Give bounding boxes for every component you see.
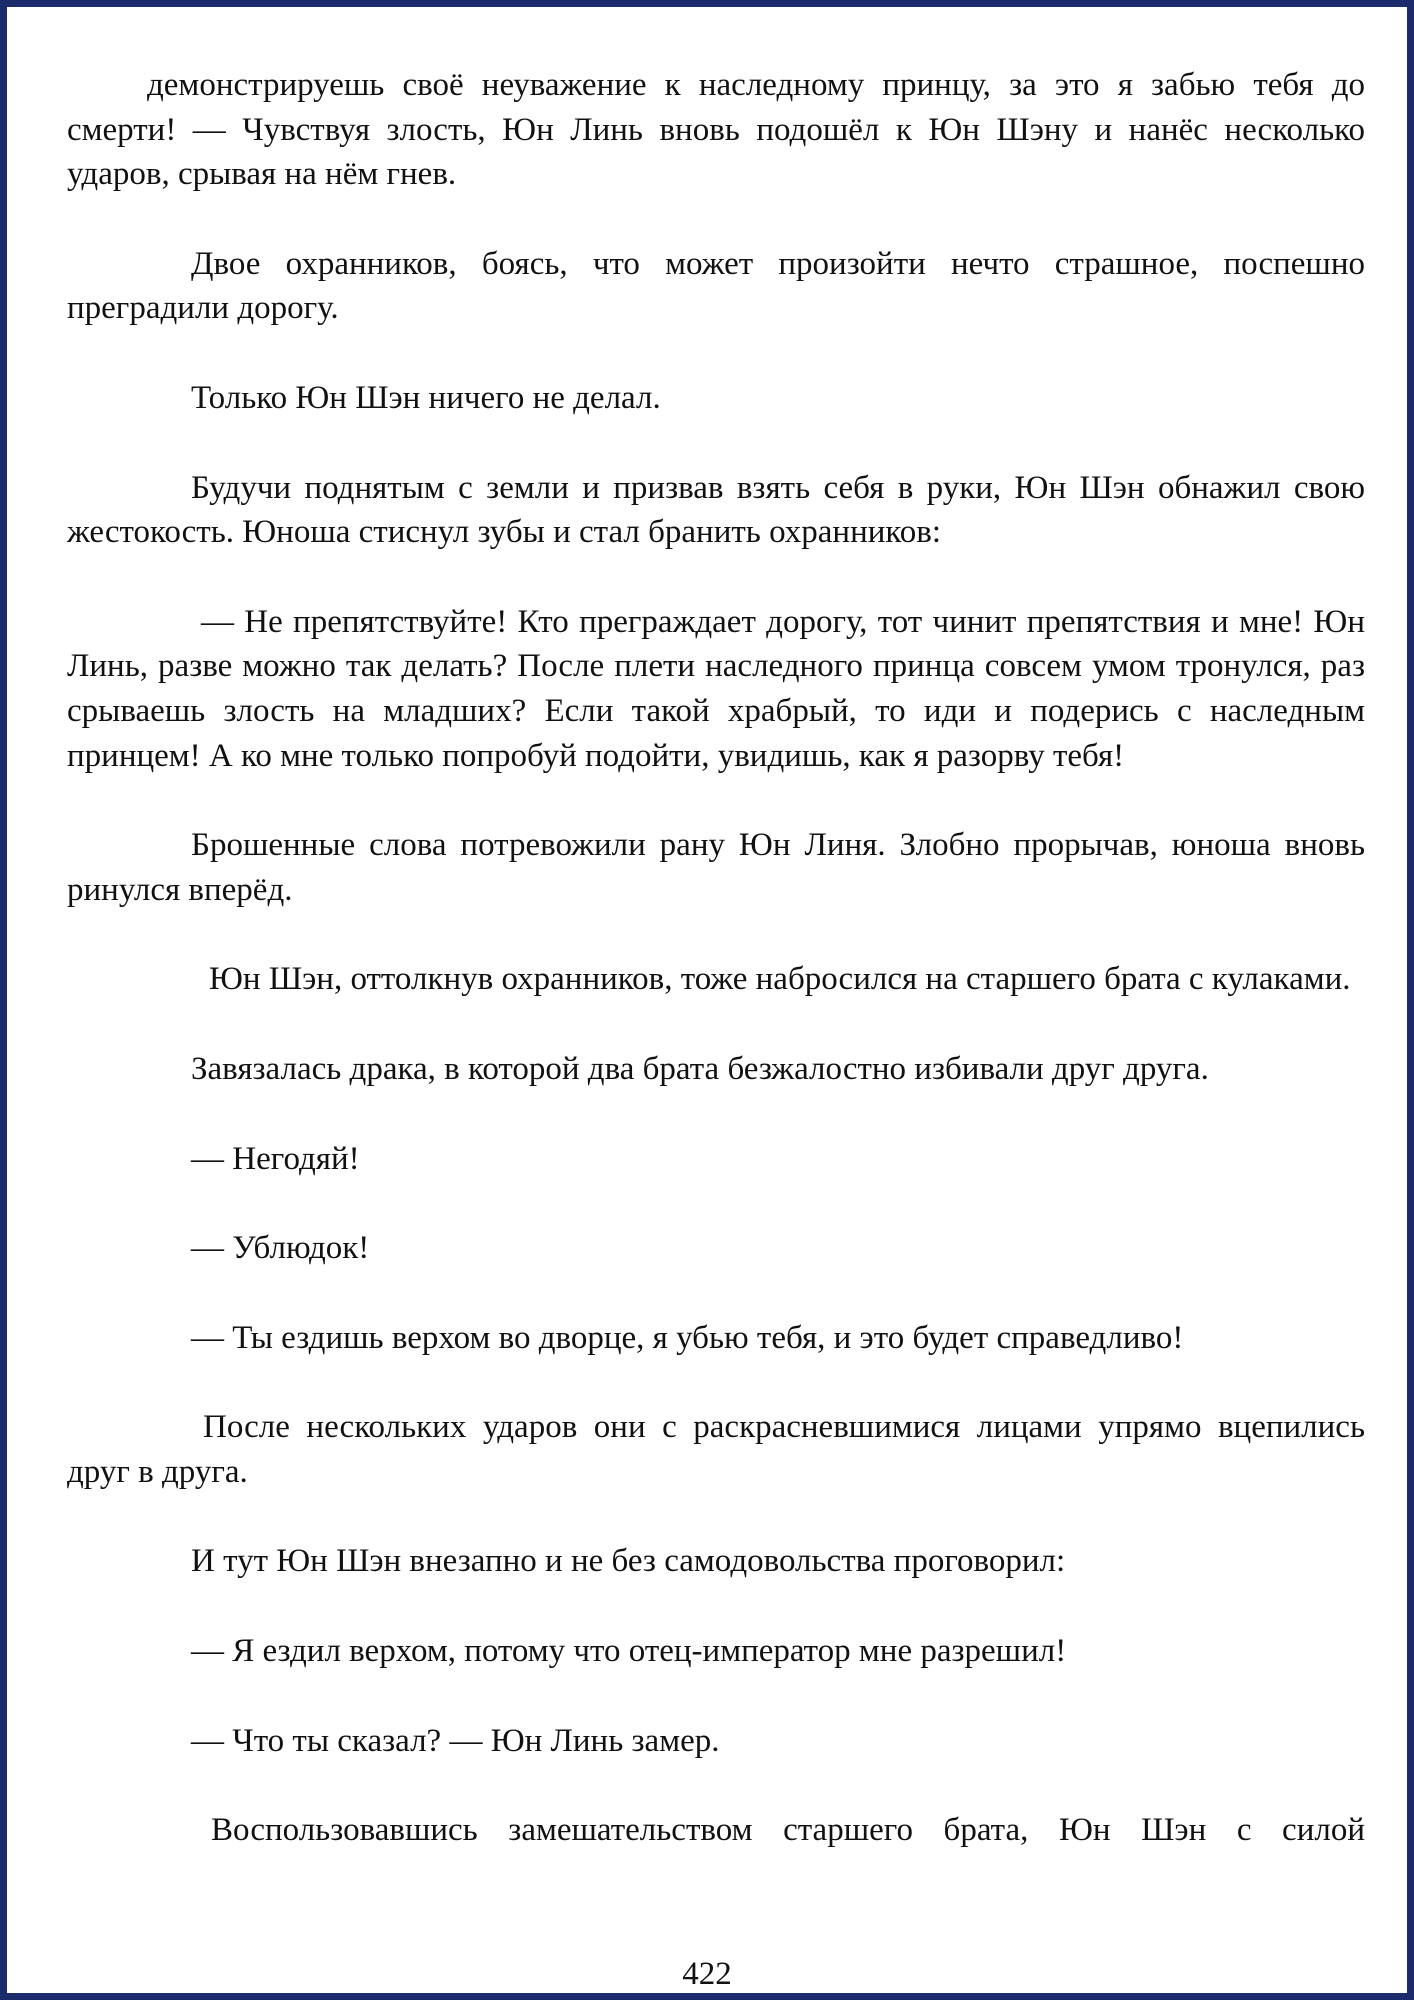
paragraph: После нескольких ударов они с раскрасневшимися лицами упрямо вцепились друг в друга.: [67, 1409, 1365, 1490]
paragraph: Только Юн Шэн ничего не делал.: [191, 379, 661, 416]
paragraph: Юн Шэн, оттолкнув охранников, тоже набросился на старшего брата с кулаками.: [209, 961, 1351, 998]
paragraph: — Ты ездишь верхом во дворце, я убью тебя, и это будет справедливо!: [191, 1319, 1184, 1356]
page-number: 422: [682, 1956, 732, 1992]
page-text: [67, 63, 1365, 1853]
paragraph: Завязалась драка, в которой два брата безжалостно избивали друг друга.: [191, 1050, 1209, 1087]
paragraph: И тут Юн Шэн внезапно и не без самодовольства проговорил:: [191, 1543, 1066, 1580]
paragraph: — Не препятствуйте! Кто преграждает дорогу, тот чинит препятствия и мне! Юн Линь, разве можно так делать? После плети наследного принца совсем умом тронулся, раз срываешь злость на младших? Если такой храбрый, то иди и подерись с наследным принцем! А ко мне только попробуй подойти, увидишь, как я разорву тебя!: [67, 603, 1365, 774]
paragraph: — Что ты сказал? — Юн Линь замер.: [191, 1722, 720, 1759]
paragraph: Двое охранников, боясь, что может произойти нечто страшное, поспешно преградили дорогу.: [67, 245, 1365, 327]
paragraph: — Ублюдок!: [191, 1230, 370, 1267]
paragraph: Воспользовавшись замешательством старшего брата, Юн Шэн с силой: [211, 1812, 1365, 1849]
paragraph: демонстрируешь своё неуважение к наследному принцу, за это я забью тебя до смерти! — Чувствуя злость, Юн Линь вновь подошёл к Юн Шэну и нанёс несколько ударов, срывая на нём гнев.: [67, 67, 1365, 193]
paragraph: Брошенные слова потревожили рану Юн Линя. Злобно прорычав, юноша вновь ринулся вперёд.: [67, 827, 1365, 908]
paragraph: — Негодяй!: [191, 1140, 360, 1177]
paragraph: — Я ездил верхом, потому что отец-император мне разрешил!: [191, 1633, 1067, 1670]
paragraph: Будучи поднятым с земли и призвав взять себя в руки, Юн Шэн обнажил свою жестокость. Юноша стиснул зубы и стал бранить охранников:: [67, 469, 1365, 551]
